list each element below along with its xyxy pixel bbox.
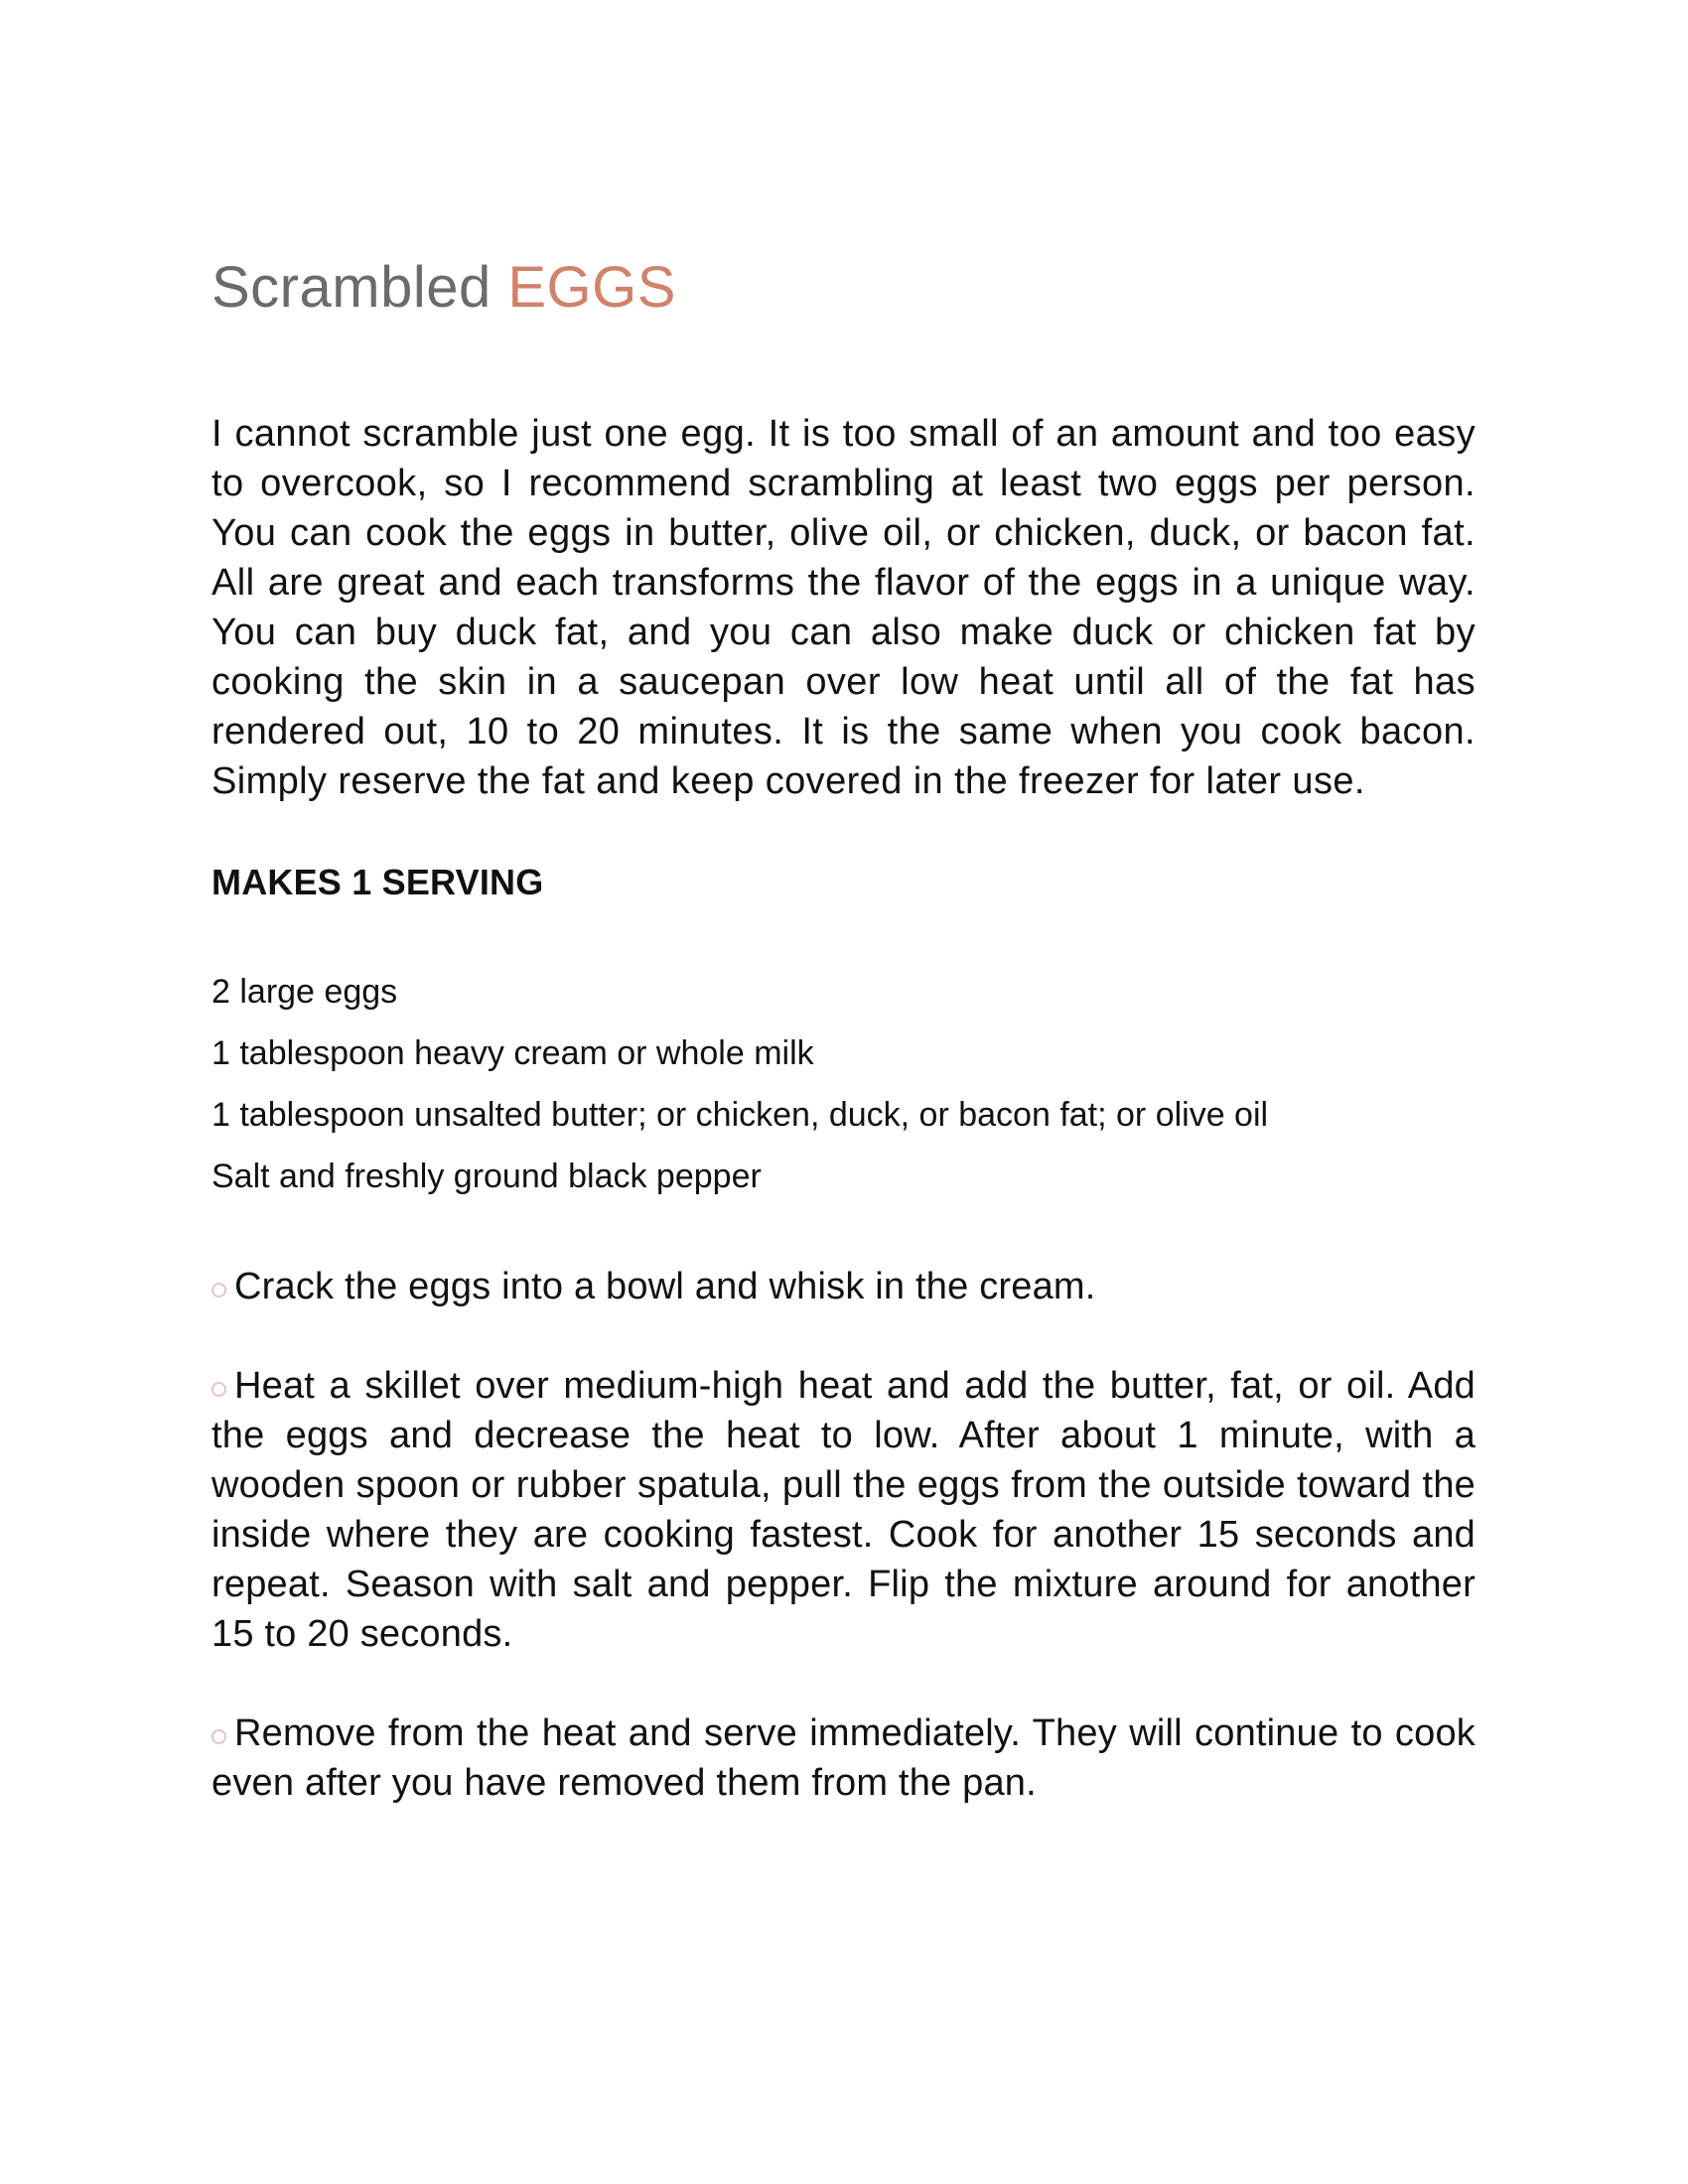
ingredient-item: 1 tablespoon heavy cream or whole milk [211,1034,814,1072]
ingredient-item: Salt and freshly ground black pepper [211,1158,762,1195]
instruction-step [211,1361,1476,1659]
instruction-step [211,1708,1476,1808]
recipe-page [211,248,1476,1857]
title-word-eggs: EGGS [507,255,676,320]
ingredient-item: 1 tablespoon unsalted butter; or chicken, duck, or bacon fat; or olive oil [211,1096,1269,1134]
step-text: Heat a skillet over medium-high heat and add the butter, fat, or oil. Add the eggs and decrease the heat to low. After about 1 minute, with a wooden spoon or rubber spatula, pull the eggs from the outside toward the inside where they are cooking fastest. Cook for another 15 seconds and repeat. Season with salt and pepper. Flip the mixture around for another 15 to 20 seconds. [211,1365,1476,1655]
title-word-scrambled: Scrambled [211,255,492,320]
instruction-step [211,1262,1476,1311]
circle-bullet-icon [211,1729,226,1744]
intro-paragraph: I cannot scramble just one egg. It is too small of an amount and too easy to overcook, so I recommend scrambling at least two eggs per person. You can cook the eggs in butter, olive oil, or chicken, duck, or bacon fat. All are great and each transforms the flavor of the eggs in a unique way. You can buy duck fat, and you can also make duck or chicken fat by cooking the skin in a saucepan over low heat until all of the fat has rendered out, 10 to 20 minutes. It is the same when you cook bacon. Simply reserve the fat and keep covered in the freezer for later use. [211,413,1476,802]
ingredient-list [211,970,1476,1198]
ingredient-item: 2 large eggs [211,973,398,1011]
step-text: Crack the eggs into a bowl and whisk in the cream. [234,1266,1096,1307]
step-text: Remove from the heat and serve immediately. They will continue to cook even after you have removed them from the pan. [211,1712,1476,1804]
circle-bullet-icon [211,1283,226,1297]
instruction-steps [211,1262,1476,1808]
recipe-title [211,248,1476,328]
yield-heading: MAKES 1 SERVING [211,862,544,902]
circle-bullet-icon [211,1382,226,1397]
